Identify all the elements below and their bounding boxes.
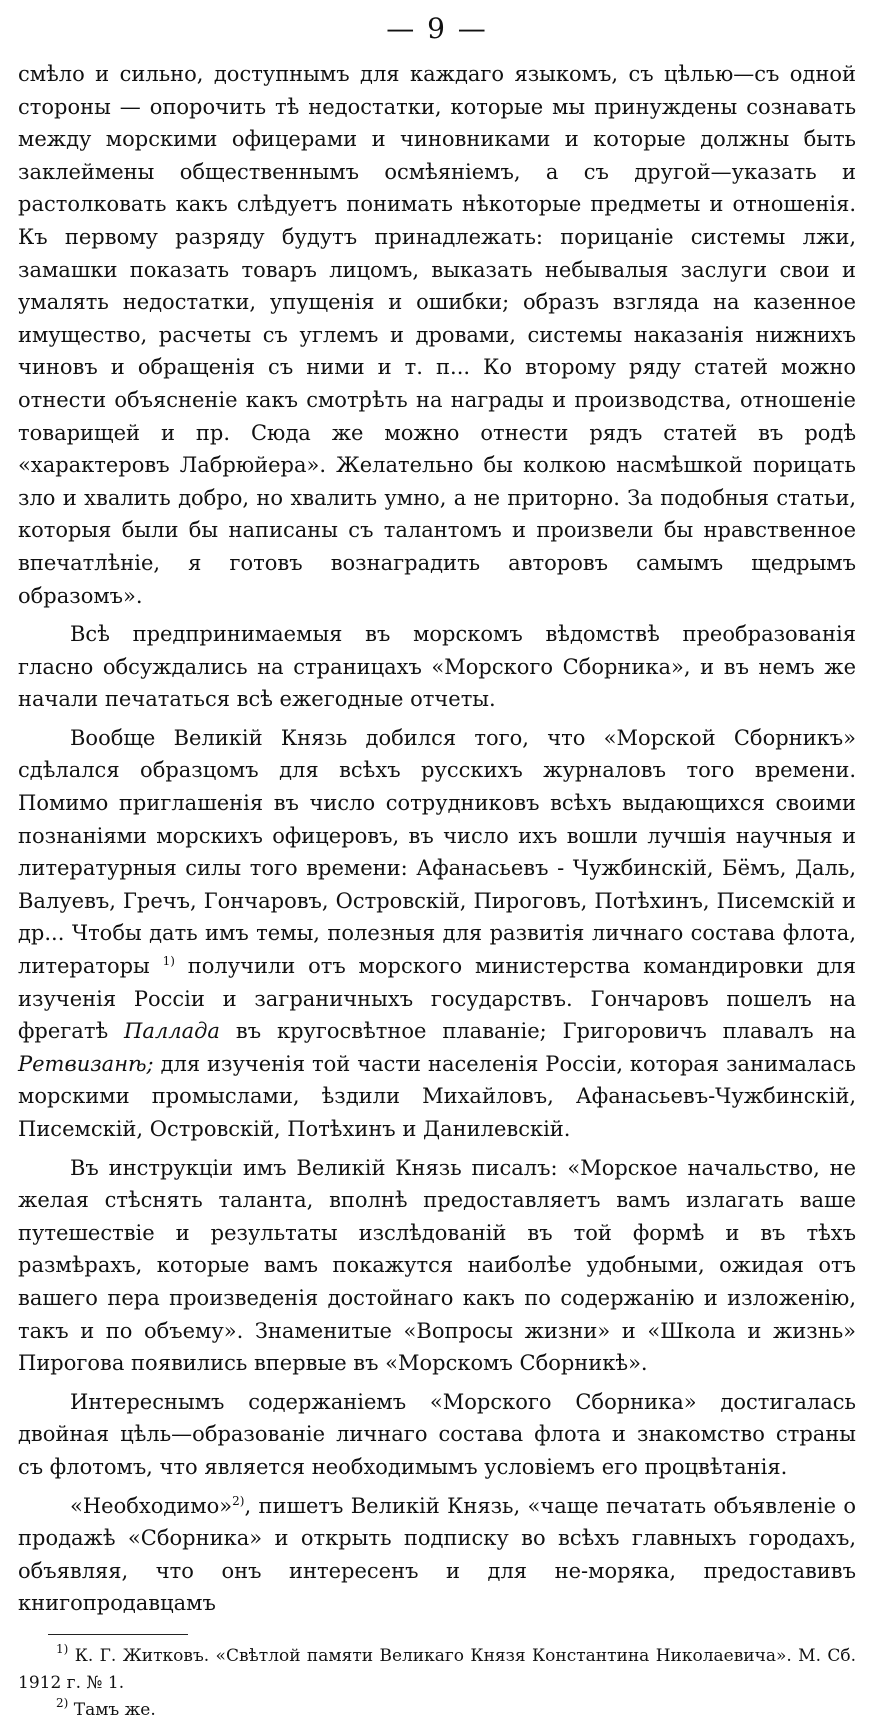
paragraph-3-part-c: въ кругосвѣтное плаваніе; Григоровичъ плавалъ на <box>235 1019 856 1044</box>
paragraph-3-part-d: для изученія той части населенія Россіи, которая занималась морскими промыслами, ѣздили Михайловъ, Афанасьевъ-Чужбинскій, Писемскій, Островскій, Потѣхинъ и Данилевскій. <box>18 1051 856 1141</box>
paragraph-5: Интереснымъ содержаніемъ «Морского Сборника» достигалась двойная цѣль—образованіе личнаго состава флота и знакомство страны съ флотомъ, что является необходимымъ условіемъ его процвѣтанія. <box>18 1389 856 1479</box>
paragraph-4: Въ инструкціи имъ Великій Князь писалъ: «Морское начальство, не желая стѣснять таланта, вполнѣ предоставляетъ вамъ излагать ваше путешествіе и результаты изслѣдованій въ той формѣ и въ тѣхъ размѣрахъ, которые вамъ покажутся наиболѣе удобными, ожидая отъ вашего пера произведенія достойнаго какъ по содержанію и изложенію, такъ и по объему». Знаменитые «Вопросы жизни» и «Школа и жизнь» Пирогова появились впервые въ «Морскомъ Сборникѣ». <box>18 1155 856 1376</box>
page-number: — 9 — <box>386 12 488 45</box>
paragraph-6 <box>18 1490 856 1620</box>
footnote-ref-1: 1) <box>162 954 175 969</box>
main-text <box>18 58 856 1620</box>
paragraph-3 <box>18 722 856 1146</box>
paragraph-2: Всѣ предпринимаемыя въ морскомъ вѣдомствѣ преобразованія гласно обсуждались на страницахъ «Морского Сборника», и въ немъ же начали печататься всѣ ежегодные отчеты. <box>18 622 856 712</box>
paragraph-3-part-b: получили отъ морского министерства командировки для изученія Россіи и заграничныхъ государствъ. Гончаровъ пошелъ на фрегатѣ <box>18 954 856 1044</box>
footnote-2-mark: 2) <box>56 1695 69 1710</box>
footnote-1 <box>18 1643 856 1697</box>
footnote-2-text: Тамъ же. <box>73 1699 156 1720</box>
footnote-divider <box>48 1634 188 1635</box>
ship-name-retvizan: Ретвизанѣ; <box>18 1051 154 1076</box>
paragraph-3-part-a: Вообще Великій Князь добился того, что «Морской Сборникъ» сдѣлался образцомъ для всѣхъ русскихъ журналовъ того времени. Помимо приглашенія въ число сотрудниковъ всѣхъ выдающихся своими познаніями морскихъ офицеровъ, въ число ихъ вошли лучшія научныя и литературныя силы того времени: Афанасьевъ - Чужбинскій, Бёмъ, Даль, Валуевъ, Гречъ, Гончаровъ, Островскій, Пироговъ, Потѣхинъ, Писемскій и др... Чтобы дать имъ темы, полезныя для развитія личнаго состава флота, литераторы <box>18 725 856 979</box>
footnote-ref-2: 2) <box>232 1493 245 1508</box>
ship-name-pallada: Паллада <box>124 1019 220 1044</box>
paragraph-1: смѣло и сильно, доступнымъ для каждаго языкомъ, съ цѣлью—съ одной стороны — опорочить тѣ недостатки, которые мы принуждены сознавать между морскими офицерами и чиновниками и которые должны быть заклеймены общественнымъ осмѣяніемъ, а съ другой—указать и растолковать какъ слѣдуетъ понимать нѣкоторые предметы и отношенія. Къ первому разряду будутъ принадлежать: порицаніе системы лжи, замашки показать товаръ лицомъ, выказать небывалыя заслуги свои и умалять недостатки, упущенія и ошибки; образъ взгляда на казенное имущество, расчеты съ углемъ и дровами, системы наказанія нижнихъ чиновъ и обращенія съ ними и т. п... Ко второму ряду статей можно отнести объясненіе какъ смотрѣть на награды и производства, отношеніе товарищей и пр. Сюда же можно отнести рядъ статей въ родѣ «характеровъ Лабрюйера». Желательно бы колкою насмѣшкой порицать зло и хвалить добро, но хвалить умно, а не приторно. За подобныя статьи, которыя были бы написаны съ талантомъ и произвели бы нравственное впечатлѣніе, я готовъ вознаградить авторовъ самымъ щедрымъ образомъ». <box>18 62 856 608</box>
footnote-2 <box>18 1697 856 1724</box>
footnote-1-text: К. Г. Житковъ. «Свѣтлой памяти Великаго Князя Константина Николаевича». М. Сб. 1912 г. № 1. <box>18 1645 856 1693</box>
paragraph-6-part-a: «Необходимо» <box>70 1493 233 1518</box>
footnote-1-mark: 1) <box>56 1641 69 1656</box>
paragraph-6-part-b: , пишетъ Великій Князь, «чаще печатать объявленіе о продажѣ «Сборника» и открыть подписку во всѣхъ главныхъ городахъ, объявляя, что онъ интересенъ и для не-моряка, предоставивъ книгопродавцамъ <box>18 1493 856 1616</box>
footnotes <box>18 1643 856 1724</box>
